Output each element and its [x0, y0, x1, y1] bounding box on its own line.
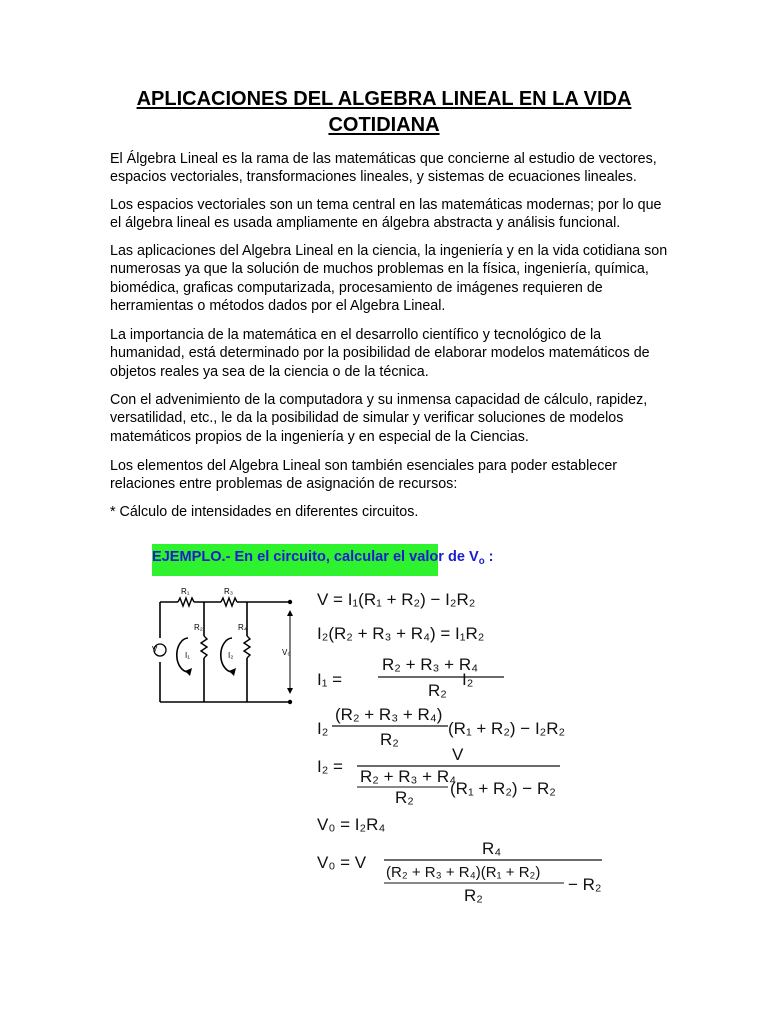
example-banner-text: EJEMPLO.- En el circuito, calcular el valor de $V_o$ :	[152, 548, 494, 567]
paragraph-5: Con el advenimiento de la computadora y su inmensa capacidad de cálculo, rapidez, versatilidad, etc., le da la posibilidad de simular y verificar soluciones de modelos matemáticos propios de la ingeniería y en especial de la Ciencias.	[110, 392, 648, 445]
equation-7-lhs: V₀ = V	[317, 853, 367, 872]
equation-6: V₀ = I₂R₄	[317, 815, 386, 834]
equation-5-den-denominator: R₂	[395, 788, 414, 807]
equation-4-denominator: R₂	[380, 730, 399, 749]
paragraph-7: * Cálculo de intensidades en diferentes circuitos.	[110, 504, 419, 520]
equation-1: V = I₁(R₁ + R₂) − I₂R₂	[317, 590, 476, 609]
label-vo: V₀	[282, 648, 291, 657]
equation-7-den-denominator: R₂	[464, 886, 483, 905]
equation-5-den-numerator: R₂ + R₃ + R₄	[360, 767, 457, 786]
equation-7-den-numerator: (R₂ + R₃ + R₄)(R₁ + R₂)	[386, 864, 541, 881]
equation-5-lhs: I₂ =	[317, 757, 343, 776]
equation-3-lhs: I₁ =	[317, 670, 343, 689]
label-i1: I₁	[185, 651, 190, 660]
equation-5-den-rhs: (R₁ + R₂) − R₂	[450, 779, 556, 798]
equation-3-rhs: I₂	[462, 670, 474, 689]
label-r2: R₂	[194, 623, 203, 632]
title-line-2: COTIDIANA	[328, 114, 440, 136]
paragraph-3: Las aplicaciones del Algebra Lineal en la ciencia, la ingeniería y en la vida cotidiana son numerosas ya que la solución de muchos problemas en la física, ingeniería, química, biomédica, graficas computarizada, procesamiento de imágenes requieren de herramientas o métodos dados por el Algebra Lineal.	[110, 243, 668, 314]
paragraph-6: Los elementos del Algebra Lineal son también esenciales para poder establecer relaciones entre problemas de asignación de recursos:	[110, 458, 618, 493]
paragraph-2: Los espacios vectoriales son un tema central en las matemáticas modernas; por lo que el álgebra lineal es usada ampliamente en álgebra abstracta y análisis funcional.	[110, 197, 662, 232]
label-r4: R₄	[238, 623, 248, 632]
equations-block	[152, 544, 614, 916]
document-title	[100, 86, 668, 138]
label-i2: I₂	[228, 651, 234, 660]
equation-5-numerator: V	[452, 745, 464, 764]
equation-7-numerator: R₄	[482, 839, 502, 858]
equation-2: I₂(R₂ + R₃ + R₄) = I₁R₂	[317, 624, 485, 643]
example-figure	[152, 544, 614, 916]
equation-3-numerator: R₂ + R₃ + R₄	[382, 655, 479, 674]
title-line-1: APLICACIONES DEL ALGEBRA LINEAL EN LA VIDA	[136, 88, 632, 110]
equation-3-denominator: R₂	[428, 681, 447, 700]
label-r1: R₁	[181, 587, 190, 596]
equation-4-rhs: (R₁ + R₂) − I₂R₂	[448, 719, 566, 738]
paragraph-1: El Álgebra Lineal es la rama de las matemáticas que concierne al estudio de vectores, espacios vectoriales, transformaciones lineales, y sistemas de ecuaciones lineales.	[110, 151, 657, 186]
equation-4-numerator: (R₂ + R₃ + R₄)	[335, 705, 443, 724]
label-r3: R₃	[224, 587, 234, 596]
label-v: V	[152, 645, 158, 654]
paragraph-4: La importancia de la matemática en el desarrollo científico y tecnológico de la humanidad, está determinado por la posibilidad de elaborar modelos matemáticos de objetos reales ya sea de la ciencia o de la técnica.	[110, 327, 650, 380]
equation-4-prefix: I₂	[317, 719, 329, 738]
equation-7-den-rhs: − R₂	[568, 875, 602, 894]
